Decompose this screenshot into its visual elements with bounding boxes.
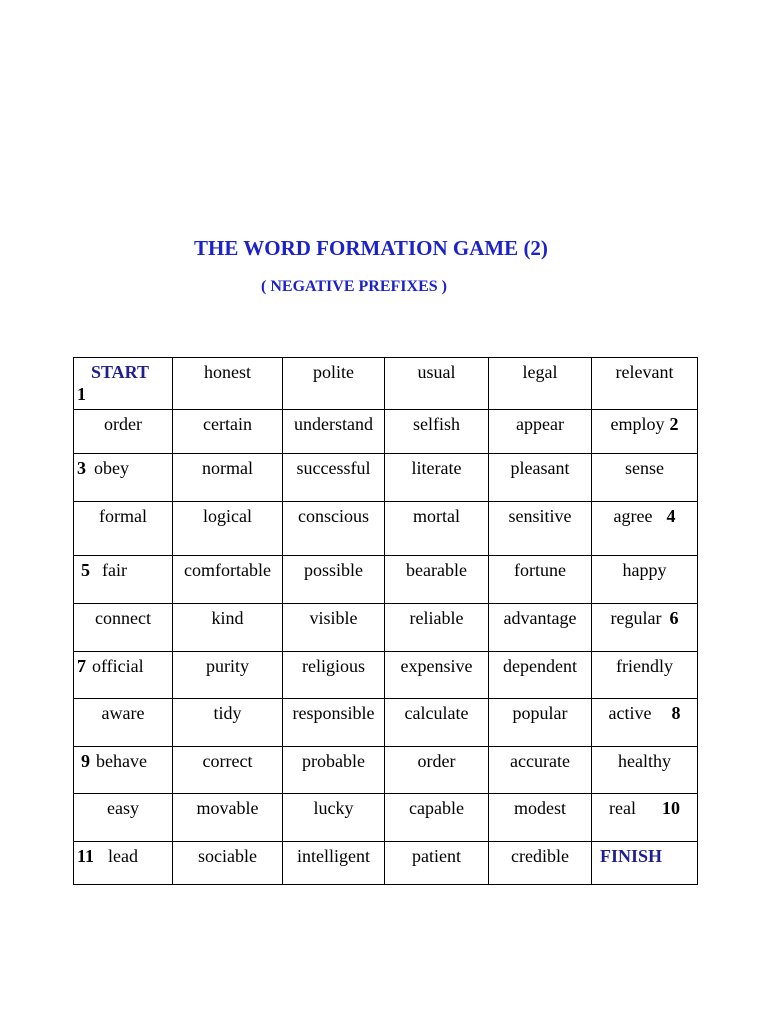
square-number: 6 — [669, 608, 679, 628]
word-cell[interactable]: sense — [592, 454, 698, 502]
word-cell[interactable] — [74, 454, 173, 502]
word-cell[interactable]: selfish — [385, 410, 489, 454]
word-cell[interactable] — [592, 699, 698, 747]
word-cell[interactable]: pleasant — [489, 454, 592, 502]
start-label: START — [91, 362, 150, 382]
word-cell[interactable]: visible — [283, 604, 385, 652]
word-cell[interactable]: modest — [489, 794, 592, 842]
word-cell[interactable]: sociable — [173, 842, 283, 885]
square-number: 7 — [77, 656, 86, 676]
word-cell[interactable] — [74, 747, 173, 794]
word-cell[interactable]: successful — [283, 454, 385, 502]
word-cell[interactable]: aware — [74, 699, 173, 747]
word-label: fair — [102, 560, 127, 580]
word-cell[interactable]: credible — [489, 842, 592, 885]
word-cell[interactable]: literate — [385, 454, 489, 502]
start-cell[interactable] — [74, 358, 173, 410]
word-cell[interactable]: certain — [173, 410, 283, 454]
word-cell[interactable]: expensive — [385, 652, 489, 699]
word-cell[interactable]: popular — [489, 699, 592, 747]
word-cell[interactable]: normal — [173, 454, 283, 502]
word-cell[interactable]: easy — [74, 794, 173, 842]
word-cell[interactable]: dependent — [489, 652, 592, 699]
word-cell[interactable]: mortal — [385, 502, 489, 556]
finish-cell[interactable] — [592, 842, 698, 885]
word-cell[interactable]: order — [74, 410, 173, 454]
word-label: agree — [613, 506, 653, 526]
word-cell[interactable]: legal — [489, 358, 592, 410]
word-cell[interactable]: conscious — [283, 502, 385, 556]
word-cell[interactable] — [592, 502, 698, 556]
page-subtitle: ( NEGATIVE PREFIXES ) — [261, 278, 447, 295]
word-cell[interactable]: lucky — [283, 794, 385, 842]
square-number: 2 — [669, 414, 679, 434]
page-title: THE WORD FORMATION GAME (2) — [194, 236, 548, 260]
word-cell[interactable]: advantage — [489, 604, 592, 652]
word-label: active — [608, 703, 652, 723]
word-cell[interactable]: movable — [173, 794, 283, 842]
word-cell[interactable]: kind — [173, 604, 283, 652]
word-label: lead — [108, 846, 138, 866]
word-cell[interactable]: correct — [173, 747, 283, 794]
word-cell[interactable]: order — [385, 747, 489, 794]
square-number: 10 — [661, 798, 680, 818]
word-label: real — [609, 798, 636, 818]
word-cell[interactable]: calculate — [385, 699, 489, 747]
square-number: 3 — [77, 458, 86, 478]
word-cell[interactable]: accurate — [489, 747, 592, 794]
word-cell[interactable]: tidy — [173, 699, 283, 747]
word-cell[interactable]: friendly — [592, 652, 698, 699]
word-cell[interactable] — [592, 794, 698, 842]
word-cell[interactable]: capable — [385, 794, 489, 842]
word-cell[interactable]: connect — [74, 604, 173, 652]
word-label: official — [92, 656, 144, 676]
word-label: behave — [96, 751, 147, 771]
word-label: obey — [94, 458, 129, 478]
word-cell[interactable] — [592, 410, 698, 454]
word-cell[interactable] — [74, 556, 173, 604]
word-cell[interactable]: religious — [283, 652, 385, 699]
word-cell[interactable]: reliable — [385, 604, 489, 652]
word-cell[interactable]: responsible — [283, 699, 385, 747]
word-cell[interactable]: usual — [385, 358, 489, 410]
word-cell[interactable]: understand — [283, 410, 385, 454]
word-label: employ — [610, 414, 665, 434]
word-cell[interactable] — [74, 842, 173, 885]
word-cell[interactable]: polite — [283, 358, 385, 410]
square-number: 1 — [77, 384, 86, 404]
word-cell[interactable] — [592, 604, 698, 652]
word-cell[interactable]: sensitive — [489, 502, 592, 556]
word-cell[interactable]: patient — [385, 842, 489, 885]
word-cell[interactable] — [74, 652, 173, 699]
square-number: 4 — [666, 506, 676, 526]
word-cell[interactable]: intelligent — [283, 842, 385, 885]
word-cell[interactable]: healthy — [592, 747, 698, 794]
word-cell[interactable]: appear — [489, 410, 592, 454]
finish-label: FINISH — [600, 846, 663, 866]
word-cell[interactable]: relevant — [592, 358, 698, 410]
word-cell[interactable]: bearable — [385, 556, 489, 604]
word-cell[interactable]: happy — [592, 556, 698, 604]
word-cell[interactable]: logical — [173, 502, 283, 556]
word-cell[interactable]: possible — [283, 556, 385, 604]
square-number: 11 — [77, 846, 95, 866]
word-cell[interactable]: probable — [283, 747, 385, 794]
game-board — [73, 357, 698, 885]
square-number: 5 — [81, 560, 90, 580]
word-cell[interactable]: formal — [74, 502, 173, 556]
word-label: regular — [610, 608, 662, 628]
word-cell[interactable]: comfortable — [173, 556, 283, 604]
word-cell[interactable]: fortune — [489, 556, 592, 604]
square-number: 9 — [81, 751, 90, 771]
word-cell[interactable]: honest — [173, 358, 283, 410]
word-cell[interactable]: purity — [173, 652, 283, 699]
square-number: 8 — [671, 703, 681, 723]
